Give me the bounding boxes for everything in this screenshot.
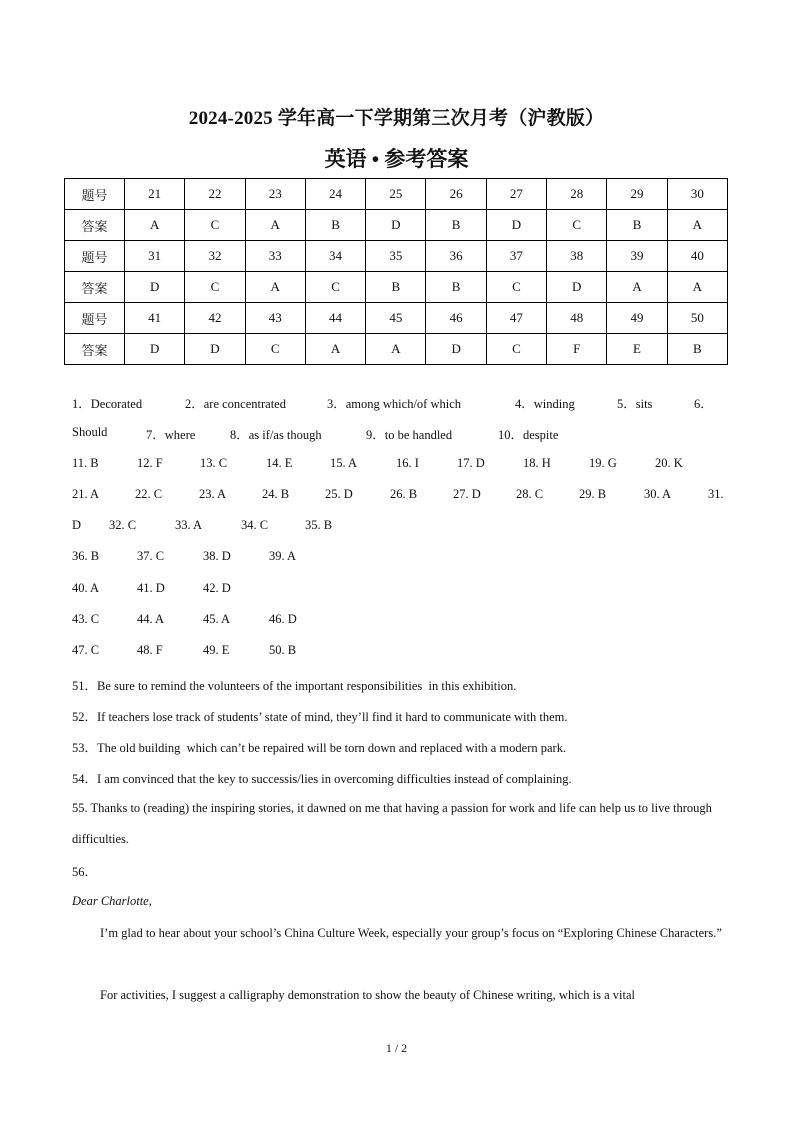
group-answer: 44. A [137, 612, 165, 626]
group-answer: 41. D [137, 581, 165, 595]
group-answer: 37. C [137, 549, 165, 563]
group-row-a [72, 549, 732, 565]
question-cell: 38 [547, 241, 607, 272]
question-cell: 48 [547, 303, 607, 334]
answer-cell: C [185, 210, 245, 241]
question-cell: 23 [245, 179, 305, 210]
document-title: 2024-2025 学年高一下学期第三次月考（沪教版） [188, 108, 605, 129]
group-row-b [72, 581, 732, 597]
mc-answer: 21. A [72, 487, 100, 501]
fill-answer: 10．despite [498, 428, 559, 442]
answer-cell: D [125, 334, 185, 365]
mc-answer: 31. [708, 487, 724, 501]
answer-cell: E [607, 334, 667, 365]
question-cell: 27 [486, 179, 546, 210]
question-cell: 26 [426, 179, 486, 210]
group-answer: 40. A [72, 581, 100, 595]
table-row-question [65, 241, 728, 272]
answer-cell: C [547, 210, 607, 241]
group-answer: 42. D [203, 581, 231, 595]
question-cell: 30 [667, 179, 727, 210]
fill-answer: 9．to be handled [366, 428, 453, 442]
question-cell: 40 [667, 241, 727, 272]
sentence-51: 51．Be sure to remind the volunteers of the important responsibilities in this exhibition. [72, 679, 517, 693]
group-answer: 39. A [269, 549, 297, 563]
answer-cell: B [305, 210, 365, 241]
answer-table [64, 178, 728, 365]
answer-cell: D [366, 210, 426, 241]
group-answer: 36. B [72, 549, 100, 563]
question-header-cell: 题号 [65, 179, 125, 210]
fill-answer: 6． [694, 397, 713, 411]
fill-answer: 7．where [146, 428, 196, 442]
answer-cell: B [607, 210, 667, 241]
answer-cell: B [426, 272, 486, 303]
answer-cell: C [486, 334, 546, 365]
group-answer: 50. B [269, 643, 297, 657]
sentence-55: 55. Thanks to (reading) the inspiring stories, it dawned on me that having a passion for work and life can help us to live through difficulties. [72, 801, 712, 846]
document-subtitle: 英语 • 参考答案 [324, 147, 469, 171]
match-answer: 15. A [330, 456, 358, 470]
answer-cell: D [547, 272, 607, 303]
table-row-answer [65, 210, 728, 241]
answer-cell: B [366, 272, 426, 303]
answer-header-cell: 答案 [65, 210, 125, 241]
question-cell: 25 [366, 179, 426, 210]
question-cell: 22 [185, 179, 245, 210]
group-answer: 47. C [72, 643, 100, 657]
answer-cell: D [185, 334, 245, 365]
mc-answer: 25. D [325, 487, 353, 501]
question-cell: 29 [607, 179, 667, 210]
answer-cell: C [486, 272, 546, 303]
question-cell: 45 [366, 303, 426, 334]
answer-cell: A [245, 272, 305, 303]
answer-cell: B [667, 334, 727, 365]
mc-answer: D [72, 518, 82, 532]
fill-row-1 [72, 394, 732, 410]
fill-answer: 8．as if/as though [230, 428, 322, 442]
question-cell: 24 [305, 179, 365, 210]
table-row-answer [65, 272, 728, 303]
table-row-question [65, 303, 728, 334]
question-cell: 21 [125, 179, 185, 210]
group-row-d [72, 643, 732, 659]
fill-answer: 4．winding [515, 397, 575, 411]
question-header-cell: 题号 [65, 303, 125, 334]
mc-answer: 35. B [305, 518, 333, 532]
group-row-c [72, 612, 732, 628]
fill-row-2 [72, 425, 732, 441]
match-answer: 18. H [523, 456, 551, 470]
fill-answer: 2．are concentrated [185, 397, 286, 411]
answer-header-cell: 答案 [65, 334, 125, 365]
answer-cell: F [547, 334, 607, 365]
group-answer: 43. C [72, 612, 100, 626]
answer-cell: A [305, 334, 365, 365]
sentence-52: 52．If teachers lose track of students’ state of mind, they’ll find it hard to communicate with them. [72, 710, 568, 724]
sentence-53: 53．The old building which can’t be repaired will be torn down and replaced with a modern park. [72, 741, 567, 755]
group-answer: 46. D [269, 612, 297, 626]
answer-cell: A [366, 334, 426, 365]
fill-answer: 1．Decorated [72, 397, 143, 411]
mc-answer: 24. B [262, 487, 290, 501]
match-answer: 13. C [200, 456, 228, 470]
essay-paragraph-1: I’m glad to hear about your school’s China Culture Week, especially your group’s focus on “Exploring Chinese Characters.” [100, 926, 722, 940]
answer-cell: A [667, 272, 727, 303]
mc-answer: 32. C [109, 518, 137, 532]
question-cell: 41 [125, 303, 185, 334]
group-answer: 48. F [137, 643, 163, 657]
question-cell: 50 [667, 303, 727, 334]
question-cell: 31 [125, 241, 185, 272]
table-row-answer [65, 334, 728, 365]
match-answer: 11. B [72, 456, 99, 470]
answer-cell: D [486, 210, 546, 241]
question-cell: 43 [245, 303, 305, 334]
essay-paragraph-2: For activities, I suggest a calligraphy demonstration to show the beauty of Chinese writing, which is a vital [100, 988, 635, 1002]
question-cell: 46 [426, 303, 486, 334]
group-answer: 38. D [203, 549, 231, 563]
match-answer: 12. F [137, 456, 163, 470]
match-answer: 17. D [457, 456, 485, 470]
answer-cell: D [426, 334, 486, 365]
essay-greeting: Dear Charlotte, [72, 894, 152, 908]
mc-answer: 30. A [644, 487, 672, 501]
match-answer: 16. I [396, 456, 419, 470]
question-cell: 28 [547, 179, 607, 210]
fill-answer: 3．among which/of which [327, 397, 462, 411]
mc-row-1 [72, 487, 732, 503]
answer-cell: A [125, 210, 185, 241]
mc-row-2 [72, 518, 732, 534]
answer-cell: D [125, 272, 185, 303]
match-answer: 20. K [655, 456, 683, 470]
mc-answer: 28. C [516, 487, 544, 501]
question-cell: 44 [305, 303, 365, 334]
answer-cell: B [426, 210, 486, 241]
mc-answer: 22. C [135, 487, 163, 501]
page-number: 1 / 2 [385, 1041, 408, 1055]
mc-answer: 34. C [241, 518, 269, 532]
mc-answer: 26. B [390, 487, 418, 501]
question-cell: 32 [185, 241, 245, 272]
mc-answer: 27. D [453, 487, 481, 501]
mc-answer: 33. A [175, 518, 203, 532]
answer-cell: A [607, 272, 667, 303]
answer-cell: C [185, 272, 245, 303]
question-cell: 36 [426, 241, 486, 272]
fill-answer: Should [72, 425, 108, 439]
question-cell: 39 [607, 241, 667, 272]
match-answer: 14. E [266, 456, 293, 470]
mc-answer: 29. B [579, 487, 607, 501]
table-row-question [65, 179, 728, 210]
group-answer: 45. A [203, 612, 231, 626]
sentence-54: 54．I am convinced that the key to successis/lies in overcoming difficulties instead of complaining. [72, 772, 572, 786]
question-cell: 42 [185, 303, 245, 334]
group-answer: 49. E [203, 643, 230, 657]
question-cell: 49 [607, 303, 667, 334]
question-cell: 35 [366, 241, 426, 272]
match-answer: 19. G [589, 456, 617, 470]
mc-answer: 23. A [199, 487, 227, 501]
essay-number: 56． [72, 865, 98, 879]
answer-cell: C [245, 334, 305, 365]
answer-cell: A [667, 210, 727, 241]
match-row [72, 456, 732, 472]
question-cell: 34 [305, 241, 365, 272]
question-header-cell: 题号 [65, 241, 125, 272]
question-cell: 47 [486, 303, 546, 334]
fill-answer: 5．sits [617, 397, 653, 411]
answer-header-cell: 答案 [65, 272, 125, 303]
question-cell: 37 [486, 241, 546, 272]
question-cell: 33 [245, 241, 305, 272]
answer-cell: A [245, 210, 305, 241]
answer-cell: C [305, 272, 365, 303]
